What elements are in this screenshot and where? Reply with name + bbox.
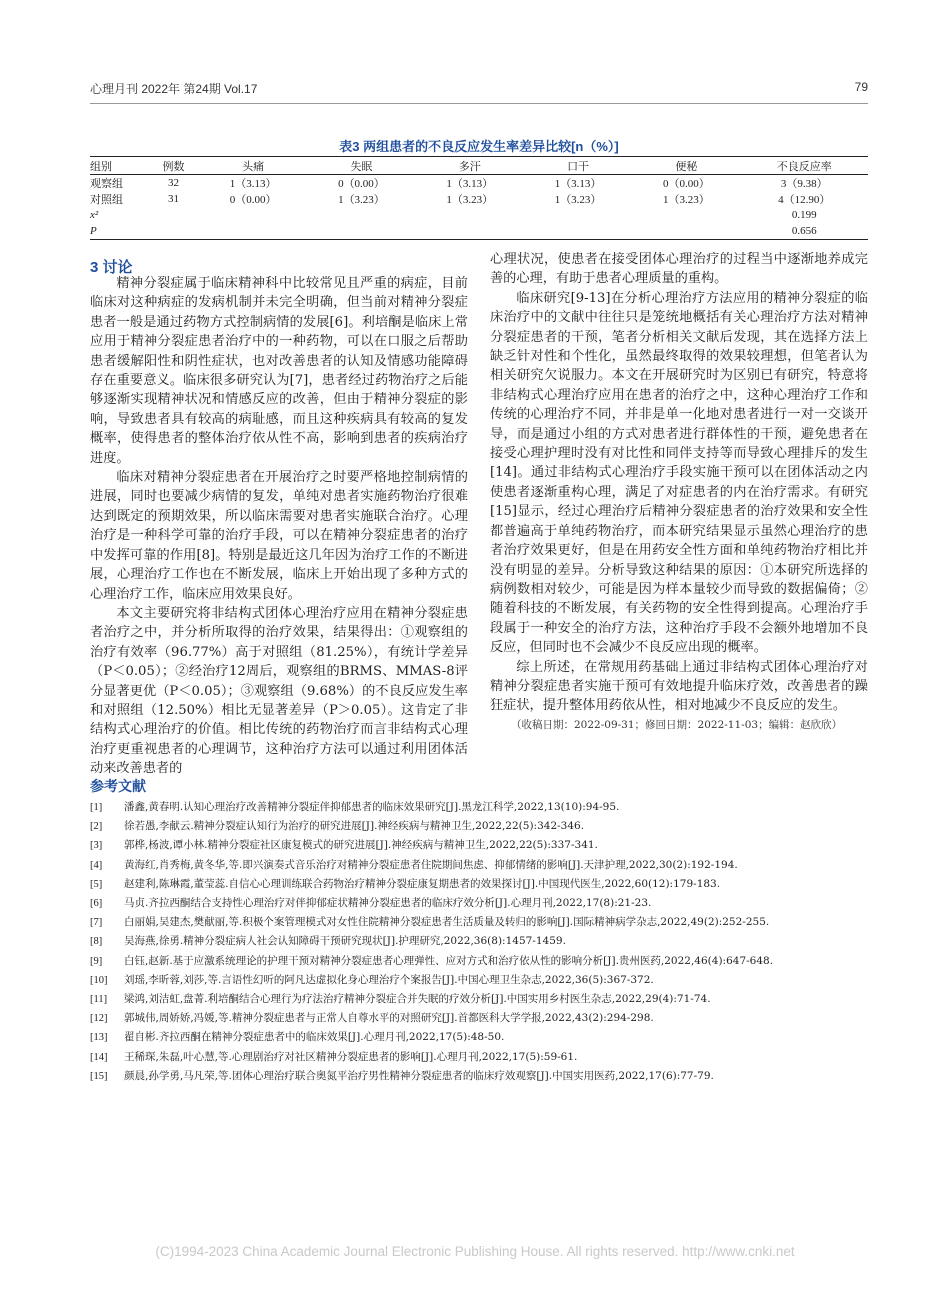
reference-text: 白丽娟,吴建杰,樊献丽,等.积极个案管理模式对女性住院精神分裂症患者生活质量及转归的影响[J].国际精神病学杂志,2022,49(2):252-255.	[124, 916, 770, 929]
reference-number: [1]	[90, 802, 103, 813]
reference-text: 刘瑶,李昕蓉,刘莎,等.言语性幻听的阿凡达虚拟化身心理治疗个案报告[J].中国心理卫生杂志,2022,36(5):367-372.	[124, 973, 654, 986]
table-cell: 1（3.23）	[663, 194, 710, 206]
reference-text: 潘鑫,黄春明.认知心理治疗改善精神分裂症伴抑郁患者的临床效果研究[J].黑龙江科学,2022,13(10):94-95.	[124, 801, 620, 813]
table-row	[90, 175, 868, 192]
table-cell	[416, 223, 524, 240]
page-header	[90, 80, 868, 100]
table-cell: 3（9.38）	[780, 178, 828, 190]
reference-number: [7]	[90, 917, 103, 929]
reference-item	[90, 836, 870, 855]
table-cell: 1（3.13）	[554, 178, 602, 190]
table-header-cell: 失眠	[307, 157, 415, 175]
table-title: 表3 两组患者的不良反应发生率差异比较[n（%）]	[339, 139, 619, 154]
table-cell	[148, 207, 199, 223]
table-cell: 0（0.00）	[338, 178, 385, 190]
reference-number: [11]	[90, 994, 108, 1006]
table-cell: P	[90, 223, 148, 240]
reference-item	[90, 875, 870, 894]
table-cell	[632, 207, 740, 223]
reference-text: 马贞.齐拉西酮结合支持性心理治疗对伴抑郁症状精神分裂症患者的临床疗效分析[J].心理月刊,2022,17(8):21-23.	[124, 897, 652, 910]
reference-item	[90, 856, 870, 875]
reference-number: [10]	[90, 974, 108, 986]
table-cell: x²	[90, 209, 99, 221]
reference-item	[90, 932, 870, 951]
reference-item	[90, 1067, 870, 1086]
table-cell: 1（3.23）	[554, 194, 602, 206]
header-rule	[90, 103, 868, 104]
reference-number: [6]	[90, 898, 103, 910]
table-header-row	[90, 157, 868, 175]
table-cell: 1（3.13）	[229, 178, 277, 190]
table-cell	[199, 207, 307, 223]
table-cell: 0.656	[741, 223, 868, 240]
reference-item	[90, 798, 870, 817]
table-cell: 0（0.00）	[663, 178, 710, 190]
reference-number: [8]	[90, 936, 103, 948]
table-row	[90, 207, 868, 223]
table-cell	[307, 207, 415, 223]
reference-item	[90, 952, 870, 971]
table-cell: 1（3.13）	[446, 178, 494, 190]
paragraph: 心理状况，使患者在接受团体心理治疗的过程当中逐渐地养成完善的心理，有助于患者心理质量的重构。	[490, 252, 868, 287]
reference-item	[90, 1048, 870, 1067]
right-column	[490, 250, 868, 735]
table-header-cell: 多汗	[416, 157, 524, 175]
page-number: 79	[854, 80, 868, 94]
copyright-footer: (C)1994-2023 China Academic Journal Electronic Publishing House. All rights reserved. http://www.cnki.net	[155, 1244, 795, 1259]
reference-number: [14]	[90, 1051, 108, 1063]
references-title: 参考文献	[90, 778, 146, 794]
reference-text: 梁鸿,刘洁虹,盘菁.利培酮结合心理行为疗法治疗精神分裂症合并失眠的疗效分析[J].中国实用乡村医生杂志,2022,29(4):71-74.	[124, 993, 711, 1006]
table-header-cell: 头痛	[199, 157, 307, 175]
journal-info: 心理月刊 2022年 第24期 Vol.17	[90, 82, 258, 96]
paragraph: 临床对精神分裂症患者在开展治疗之时要严格地控制病情的进展，同时也要减少病情的复发，单纯对患者实施药物治疗很难达到既定的预期效果，所以临床需要对患者实施联合治疗。心理治疗是一种科学可靠的治疗手段，可以在精神分裂症患者的治疗中发挥可靠的作用[8]。特别是最近这几年因为治疗工作的不断进展，心理治疗工作也在不断发展，临床上开始出现了多种方式的心理治疗工作，临床应用效果良好。	[90, 470, 468, 602]
reference-item	[90, 894, 870, 913]
reference-text: 郭桦,杨波,谭小林.精神分裂症社区康复模式的研究进展[J].神经疾病与精神卫生,2022,22(5):337-341.	[124, 839, 598, 852]
table-header-cell: 例数	[148, 157, 199, 175]
reference-text: 翟自彬.齐拉西酮在精神分裂症患者中的临床效果[J].心理月刊,2022,17(5):48-50.	[124, 1031, 505, 1044]
reference-number: [13]	[90, 1032, 108, 1044]
reference-number: [9]	[90, 955, 103, 967]
left-column	[90, 274, 468, 779]
table-cell: 0（0.00）	[229, 194, 277, 206]
paragraph: 本文主要研究将非结构式团体心理治疗应用在精神分裂症患者治疗之中，并分析所取得的治疗效果，结果得出：①观察组的治疗有效率（96.77%）高于对照组（81.25%），有统计学差异（P＜0.05）；②经治疗12周后，观察组的BRMS、MMAS-8评分显著更优（P＜0.05）；③观察组（9.68%）的不良反应发生率和对照组（12.50%）相比无显著差异（P＞0.05）。这肯定了非结构式心理治疗的价值。相比传统的药物治疗而言非结构式心理治疗更重视患者的心理调节，这种治疗方法可以通过利用团体活动来改善患者的	[90, 605, 468, 777]
table-cell: 0.199	[791, 209, 817, 221]
paragraph: 精神分裂症属于临床精神科中比较常见且严重的病症，目前临床对这种病症的发病机制并未完全明确，但当前对精神分裂症患者一般是通过药物方式控制病情的发展[6]。利培酮是临床上常应用于精神分裂症患者治疗中的一种药物，可以在口服之后帮助患者缓解阳性和阴性症状，也对改善患者的认知及情感功能障碍存在重要意义。临床很多研究认为[7]，患者经过药物治疗之后能够逐渐实现精神状况和情感反应的改善，但由于精神分裂症的影响，导致患者具有较高的病耻感，而且这种疾病具有较高的复发概率，使得患者的整体治疗依从性不高，影响到患者的疾病治疗进度。	[90, 276, 468, 466]
reference-item	[90, 971, 870, 990]
table-cell: 4（12.90）	[778, 194, 831, 206]
reference-number: [3]	[90, 840, 103, 852]
table-header-cell: 便秘	[632, 157, 740, 175]
section-title: 3 讨论	[90, 259, 133, 276]
reference-list	[90, 798, 870, 1086]
table-cell: 1（3.23）	[446, 194, 494, 206]
reference-number: [2]	[90, 821, 103, 833]
table-row	[90, 191, 868, 207]
reference-text: 徐若愚,李献云.精神分裂症认知行为治疗的研究进展[J].神经疾病与精神卫生,2022,22(5):342-346.	[124, 820, 585, 833]
table-cell	[524, 223, 632, 240]
table-cell	[199, 223, 307, 240]
reference-item	[90, 990, 870, 1009]
table-cell	[416, 207, 524, 223]
reference-number: [12]	[90, 1013, 108, 1025]
table-cell: 对照组	[90, 194, 123, 206]
reference-text: 王稀琛,朱磊,叶心慧,等.心理剧治疗对社区精神分裂症患者的影响[J].心理月刊,2022,17(5):59-61.	[124, 1050, 578, 1063]
table-cell: 31	[167, 193, 179, 205]
received-date-note: （收稿日期：2022-09-31；修回日期：2022-11-03；编辑：赵欣欣）	[511, 718, 843, 731]
reference-number: [4]	[90, 859, 103, 871]
reference-text: 吴海燕,徐勇.精神分裂症病人社会认知障碍干预研究现状[J].护理研究,2022,36(8):1457-1459.	[124, 935, 566, 948]
table-cell	[148, 223, 199, 240]
adverse-reaction-table	[90, 156, 868, 240]
reference-text: 白钰,赵新.基于应激系统理论的护理干预对精神分裂症患者心理弹性、应对方式和治疗依从性的影响分析[J].贵州医药,2022,46(4):647-648.	[124, 954, 774, 967]
table-cell	[632, 223, 740, 240]
reference-number: [5]	[90, 878, 103, 890]
table-cell	[307, 223, 415, 240]
table-cell: 观察组	[90, 178, 123, 190]
table-header-cell: 不良反应率	[741, 157, 868, 175]
reference-text: 颜晨,孙学勇,马凡荣,等.团体心理治疗联合奥氮平治疗男性精神分裂症患者的临床疗效观察[J].中国实用医药,2022,17(6):77-79.	[124, 1069, 714, 1082]
table-cell: 32	[167, 177, 179, 189]
reference-text: 赵建利,陈琳霞,董莹蕊.自信心心理训练联合药物治疗精神分裂症康复期患者的效果探讨[J].中国现代医生,2022,60(12):179-183.	[124, 877, 721, 890]
reference-text: 郭城伟,周娇娇,冯媛,等.精神分裂症患者与正常人自尊水平的对照研究[J].首都医科大学学报,2022,43(2):294-298.	[124, 1012, 654, 1025]
table-header-cell: 组别	[90, 157, 148, 175]
reference-number: [15]	[90, 1070, 108, 1082]
paragraph: 综上所述，在常规用药基础上通过非结构式团体心理治疗对精神分裂症患者实施干预可有效地提升临床疗效，改善患者的躁狂症状，提升整体用药依从性，相对地减少不良反应的发生。	[490, 659, 868, 714]
table-cell	[524, 207, 632, 223]
table-row	[90, 223, 868, 240]
paragraph: 临床研究[9-13]在分析心理治疗方法应用的精神分裂症的临床治疗中的文献中往往只是笼统地概括有关心理治疗方法对精神分裂症患者的干预，笔者分析相关文献后发现，其在选择方法上缺乏针对性和个性化，虽然最终取得的效果较理想，但笔者认为相关研究欠说服力。本文在开展研究时为区别已有研究，特意将非结构式心理治疗应用在患者的治疗之中，这种心理治疗工作和传统的心理治疗不同，并非是单一化地对患者进行一对一交谈开导，而是通过小组的方式对患者进行群体性的干预，避免患者在接受心理护理时没有对比性和同伴支持等而导致心理排斥的发生[14]。通过非结构式心理治疗手段实施干预可以在团体活动之内使患者逐渐重构心理，满足了对症患者的内在治疗需求。有研究[15]显示，经过心理治疗后精神分裂症患者的治疗效果和安全性都普遍高于单纯药物治疗，而本研究结果显示虽然心理治疗的患者治疗效果更好，但是在用药安全性方面和单纯药物治疗相比并没有明显的差异。分析导致这种结果的原因：①本研究所选择的病例数相对较少，可能是因为样本量较少而导致的数据偏倚；②随着科技的不断发展，有关药物的安全性得到提高。心理治疗手段属于一种安全的治疗方法，这种治疗手段不会额外地增加不良反应，但同时也不会减少不良反应出现的概率。	[490, 290, 868, 656]
reference-text: 黄海红,肖秀梅,黄冬华,等.即兴演奏式音乐治疗对精神分裂症患者住院期间焦虑、抑郁情绪的影响[J].天津护理,2022,30(2):192-194.	[124, 858, 738, 871]
reference-item	[90, 817, 870, 836]
reference-item	[90, 913, 870, 932]
table-header-cell: 口干	[524, 157, 632, 175]
reference-item	[90, 1028, 870, 1047]
table-cell: 1（3.23）	[338, 194, 385, 206]
reference-item	[90, 1009, 870, 1028]
